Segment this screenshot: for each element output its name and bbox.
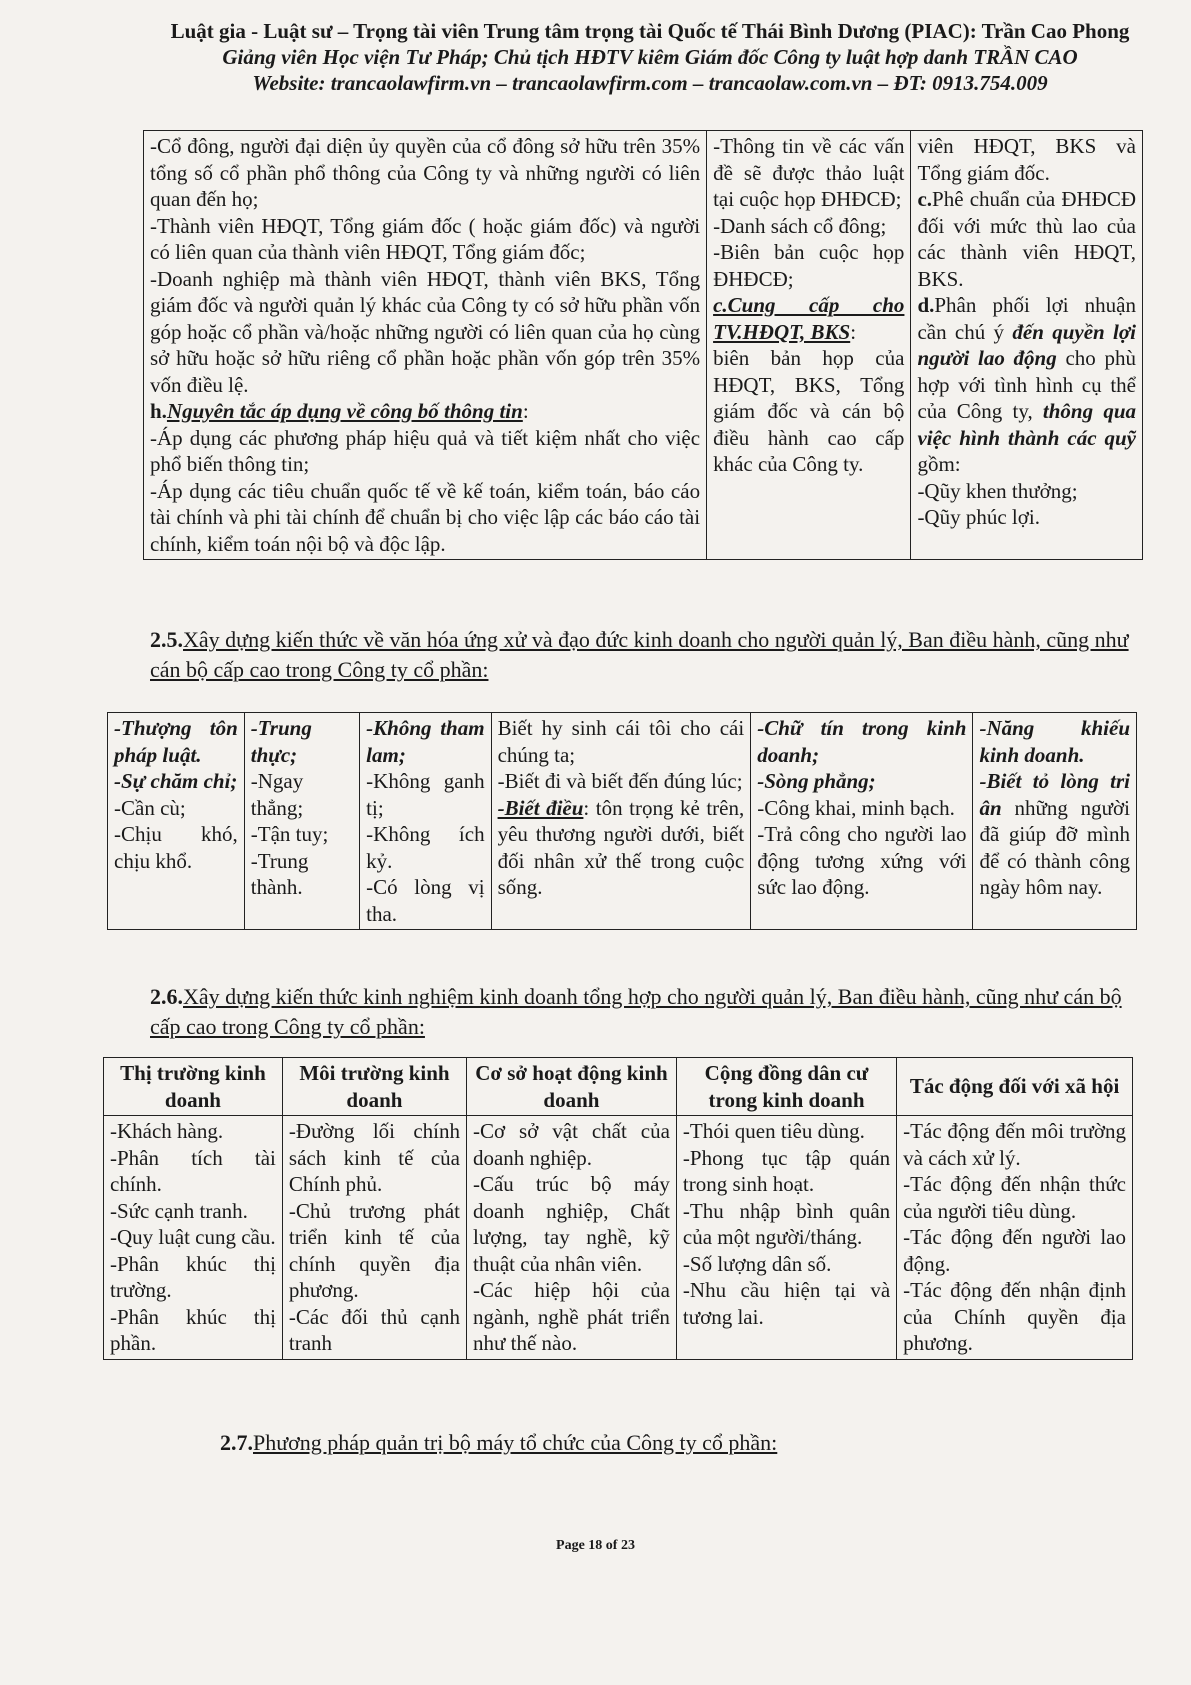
t3c3-0: -Cơ sở vật chất của doanh nghiệp. [472,1119,670,1170]
t1c2-p3: -Biên bản cuộc họp ĐHĐCĐ; [713,240,905,291]
t2c3-d: -Có lòng vị tha. [366,875,485,926]
section-2-6-title: Xây dựng kiến thức kinh nghiệm kinh doanh tổng hợp cho người quản lý, Ban điều hành, cũng như cán bộ cấp cao trong Công ty cổ phần: [150,984,1122,1039]
t2c6-b-emph: -Biết tỏ lòng tri ân [979,769,1130,820]
t3c3-1: -Cấu trúc bộ máy doanh nghiệp, Chất lượng, tay nghề, kỹ thuật của nhân viên. [472,1172,670,1276]
t1c1-p1: -Cổ đông, người đại diện ủy quyền của cổ đông sở hữu trên 35% tổng số cổ phần phổ thông của Công ty và những người có liên quan đến họ; [150,134,701,211]
t2-col3 [360,713,491,930]
p3-emph: đến quyền lợi người lao động [917,319,1136,370]
t3c2-2: -Các đối thủ cạnh tranh [288,1304,460,1355]
t3c1-0: -Khách hàng. [110,1119,224,1143]
h-prefix: h. [150,399,167,423]
t2c3-c: -Không ích kỷ. [366,822,485,873]
t3-col5 [897,1116,1133,1360]
section-2-7-heading [220,1428,1120,1458]
section-2-5-title: Xây dựng kiến thức về văn hóa ứng xử và đạo đức kinh doanh cho người quản lý, Ban điều hành, cũng như cán bộ cấp cao trong Công ty cổ phần: [150,627,1129,682]
t2-col4 [491,713,751,930]
t1c3-p1: viên HĐQT, BKS và Tổng giám đốc. [917,134,1136,185]
t3c1-4: -Phân khúc thị trường. [110,1251,276,1302]
t2c1-c: -Cần cù; [114,795,186,820]
p3-tail: cho phù hợp với tình hình cụ thể của Công ty, [917,346,1136,423]
header-line-1: Luật gia - Luật sư – Trọng tài viên Trung tâm trọng tài Quốc tế Thái Bình Dương (PIAC): Trần Cao Phong [170,19,1130,43]
t1c2-p1: -Thông tin về các vấn đề sẽ được thảo luật tại cuộc họp ĐHĐCĐ; [713,134,905,211]
governance-table [143,130,1143,560]
section-2-6-number: 2.6. [150,984,183,1009]
t1c2-p4: biên bản họp của HĐQT, BKS, Tổng giám đốc và cán bộ điều hành cao cấp khác của Công ty. [713,346,905,476]
t3c4-0: -Thói quen tiêu dùng. [682,1119,865,1143]
section-2-6-heading [150,982,1140,1042]
t3-header-4: Cộng đồng dân cư trong kinh doanh [676,1058,896,1116]
section-2-5-heading [150,625,1140,685]
t2-col5 [751,713,973,930]
table1-col2 [707,131,911,560]
t1c3-p2 [917,186,1136,292]
t2c2-c: -Tận tuy; [250,822,329,846]
t2c4-c-text: : tôn trọng kẻ trên, yêu thương người dưới, biết đối nhân xử thế trong cuộc sống. [497,795,745,899]
t2c3-a: -Không tham lam; [366,716,485,767]
t3c5-0: -Tác động đến môi trường và cách xử lý. [903,1119,1126,1170]
p3-text: Phân phối lợi nhuận cần chú ý [917,293,1136,344]
t2c2-b: -Ngay thẳng; [250,769,304,820]
section-2-7-title: Phương pháp quản trị bộ máy tổ chức của Công ty cổ phần: [253,1430,778,1455]
t1c1-p3: -Doanh nghiệp mà thành viên HĐQT, thành viên BKS, Tổng giám đốc và người quản lý khác của Công ty có sở hữu phần vốn góp hoặc cổ phần và/hoặc những người có liên quan của họ cùng sở hữu hoặc sở hữu riêng cổ phần hoặc phần vốn góp trên 35% vốn điều lệ. [150,266,701,397]
t3c2-1: -Chủ trương phát triển kinh tế của chính quyền địa phương. [288,1198,460,1302]
t3c1-5: -Phân khúc thị phần. [110,1304,276,1355]
t3c1-2: -Sức cạnh tranh. [110,1198,248,1223]
h-title: Nguyên tắc áp dụng về công bố thông tin [166,399,523,423]
t3c4-4: -Nhu cầu hiện tại và tương lai. [682,1278,891,1329]
t1c1-p5: -Áp dụng các tiêu chuẩn quốc tế về kế toán, kiểm toán, báo cáo tài chính và phi tài chính để chuẩn bị cho việc lập các báo cáo tài chính, kiểm toán nội bộ và độc lập. [150,478,701,556]
t3-col2 [282,1116,466,1360]
h-suffix: : [522,399,529,423]
table1-col3 [911,131,1143,560]
t2c6-b-text: những người đã giúp đỡ mình để có thành công ngày hôm nay. [979,795,1130,899]
t3c4-2: -Thu nhập bình quân của một người/tháng. [682,1198,891,1249]
header-line-3: Website: trancaolawfirm.vn – trancaolawfirm.com – trancaolaw.com.vn – ĐT: 0913.754.009 [252,71,1048,95]
t1c1-p4: -Áp dụng các phương pháp hiệu quả và tiết kiệm nhất cho việc phổ biến thông tin; [150,425,701,476]
t2c5-b: -Sòng phẳng; [757,769,876,793]
t3c5-3: -Tác động đến nhận định của Chính quyền địa phương. [903,1278,1126,1355]
t3c1-1: -Phân tích tài chính. [110,1145,276,1196]
c-title: c.Cung cấp cho TV.HĐQT, BKS [713,293,905,344]
t2c4-b: -Biết đi và biết đến đúng lúc; [497,769,743,793]
t3c5-1: -Tác động đến nhận thức của người tiêu dùng. [903,1172,1126,1223]
t3c2-0: -Đường lối chính sách kinh tế của Chính phủ. [288,1119,460,1196]
header-line-2: Giảng viên Học viện Tư Pháp; Chủ tịch HĐTV kiêm Giám đốc Công ty luật hợp danh TRẦN CAO [222,45,1078,69]
t2c5-a: -Chữ tín trong kinh doanh; [757,716,967,767]
p2-label: c. [917,187,933,211]
p3-emph2: thông qua việc hình thành các quỹ [917,399,1136,450]
t2c1-b: -Sự chăm chỉ; [114,769,238,793]
t3-col4 [676,1116,896,1360]
p3-end: gồm: [917,452,961,476]
page-number: Page 18 of 23 [556,1538,635,1553]
t2-col2 [244,713,359,930]
t3-col1 [104,1116,283,1360]
t2c3-b: -Không ganh tị; [366,769,485,820]
t2c4-c [498,795,745,901]
t2-col6 [973,713,1137,930]
t2c2-a: -Trung thực; [250,716,312,767]
t1c1-h-heading [150,398,700,425]
t2c5-d: -Trả công cho người lao động tương xứng với sức lao động. [757,822,967,899]
t2c6-a: -Năng khiếu kinh doanh. [979,716,1130,767]
t2c4-c-emph: -Biết điều [497,795,584,820]
c-suffix: : [850,319,857,344]
t3c1-3: -Quy luật cung cầu. [110,1225,276,1249]
t1c2-c-heading [713,292,904,345]
t1c3-p3 [917,292,1136,478]
t2c6-b [979,768,1130,901]
p2-text: Phê chuẩn của ĐHĐCĐ đối với mức thù lao của các thành viên HĐQT, BKS. [917,187,1136,291]
t3-header-5: Tác động đối với xã hội [897,1058,1133,1116]
t2-col1 [108,713,245,930]
t3c4-3: -Số lượng dân số. [682,1251,832,1276]
t2c2-d: -Trung thành. [250,848,309,899]
t2c1-a: -Thượng tôn pháp luật. [114,716,238,767]
section-2-7-number: 2.7. [220,1430,253,1455]
t3c5-2: -Tác động đến người lao động. [903,1225,1126,1276]
page-header [150,18,1150,96]
ethics-table [107,712,1137,930]
business-knowledge-table [103,1057,1133,1360]
table1-col1 [144,131,707,560]
t1c3-p5: -Qũy phúc lợi. [917,505,1040,529]
t3-header-2: Môi trường kinh doanh [282,1058,466,1116]
t2c4-a: Biết hy sinh cái tôi cho cái chúng ta; [497,716,745,767]
t2c5-c: -Công khai, minh bạch. [757,795,955,820]
p3-label: d. [917,293,935,317]
section-2-5-number: 2.5. [150,627,183,652]
t1c3-p4: -Qũy khen thưởng; [917,478,1078,503]
t3-col3 [466,1116,676,1360]
t3-header-3: Cơ sở hoạt động kinh doanh [466,1058,676,1116]
t3c3-2: -Các hiệp hội của ngành, nghề phát triển như thế nào. [472,1278,670,1355]
t3c4-1: -Phong tục tập quán trong sinh hoạt. [682,1145,891,1196]
t3-header-1: Thị trường kinh doanh [104,1058,283,1116]
t2c1-d: -Chịu khó, chịu khổ. [114,822,238,873]
t1c2-p2: -Danh sách cổ đông; [713,213,887,238]
t1c1-p2: -Thành viên HĐQT, Tổng giám đốc ( hoặc giám đốc) và người có liên quan của thành viên HĐQT, Tổng giám đốc; [150,213,701,264]
